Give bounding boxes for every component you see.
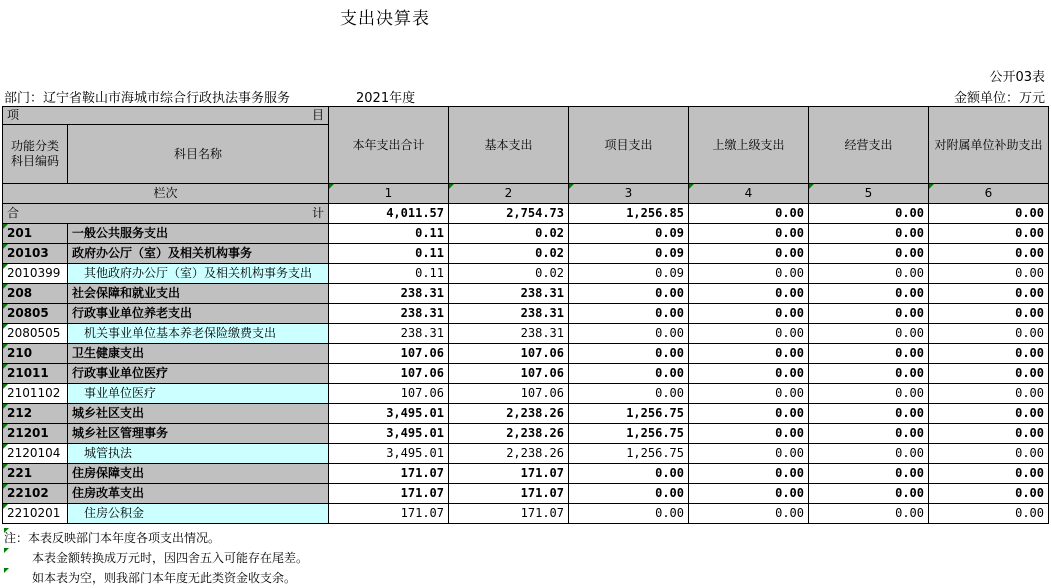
amount-cell[interactable]: 0.00 — [689, 424, 809, 444]
amount-cell[interactable]: 0.00 — [929, 344, 1049, 364]
subject-name[interactable]: 住房保障支出 — [68, 464, 329, 484]
amount-cell[interactable]: 0.11 — [329, 264, 449, 284]
table-row — [3, 264, 1049, 284]
amount-cell[interactable]: 0.00 — [809, 264, 929, 284]
amount-cell[interactable]: 107.06 — [329, 344, 449, 364]
fiscal-year: 2021年度 — [356, 91, 416, 106]
form-number: 公开03表 — [989, 70, 1045, 85]
lanci-label: 栏次 — [3, 184, 329, 204]
col-header-4: 上缴上级支出 — [689, 107, 809, 184]
amount-cell[interactable]: 107.06 — [449, 384, 569, 404]
note-line: 如本表为空，则我部门本年度无此类资金收支余。 — [4, 568, 308, 588]
amount-cell[interactable]: 0.11 — [329, 244, 449, 264]
table-row — [3, 504, 1049, 524]
subject-code[interactable]: 201 — [3, 224, 68, 244]
subject-name[interactable]: 住房改革支出 — [68, 484, 329, 504]
subject-code[interactable]: 20805 — [3, 304, 68, 324]
amount-cell[interactable]: 0.00 — [689, 504, 809, 524]
subject-name[interactable]: 社会保障和就业支出 — [68, 284, 329, 304]
col-number: 6 — [929, 184, 1049, 204]
total-value[interactable]: 1,256.85 — [569, 204, 689, 224]
amount-cell[interactable]: 238.31 — [329, 304, 449, 324]
amount-cell[interactable]: 238.31 — [449, 284, 569, 304]
table-row — [3, 304, 1049, 324]
amount-cell[interactable]: 3,495.01 — [329, 404, 449, 424]
amount-cell[interactable]: 0.00 — [569, 464, 689, 484]
amount-cell[interactable]: 0.00 — [689, 264, 809, 284]
amount-cell[interactable]: 0.00 — [809, 324, 929, 344]
amount-cell[interactable]: 0.09 — [569, 244, 689, 264]
amount-cell[interactable]: 107.06 — [449, 364, 569, 384]
amount-cell[interactable]: 0.00 — [689, 344, 809, 364]
subject-code[interactable]: 208 — [3, 284, 68, 304]
amount-cell[interactable]: 0.00 — [569, 344, 689, 364]
amount-cell[interactable]: 0.00 — [569, 304, 689, 324]
amount-cell[interactable]: 0.00 — [689, 384, 809, 404]
amount-cell[interactable]: 0.00 — [569, 384, 689, 404]
total-value[interactable]: 0.00 — [689, 204, 809, 224]
amount-cell[interactable]: 0.09 — [569, 264, 689, 284]
total-value[interactable]: 4,011.57 — [329, 204, 449, 224]
amount-cell[interactable]: 0.00 — [809, 384, 929, 404]
subject-name[interactable]: 城乡社区支出 — [68, 404, 329, 424]
amount-cell[interactable]: 0.00 — [569, 504, 689, 524]
amount-cell[interactable]: 0.00 — [689, 284, 809, 304]
amount-cell[interactable]: 0.02 — [449, 224, 569, 244]
col-number: 3 — [569, 184, 689, 204]
amount-cell[interactable]: 0.09 — [569, 224, 689, 244]
table-row — [3, 224, 1049, 244]
table-row — [3, 404, 1049, 424]
code-col-header: 功能分类科目编码 — [3, 125, 68, 184]
amount-cell[interactable]: 0.00 — [809, 344, 929, 364]
name-col-header: 科目名称 — [68, 125, 329, 184]
subject-code[interactable]: 212 — [3, 404, 68, 424]
amount-cell[interactable]: 238.31 — [449, 324, 569, 344]
amount-cell[interactable]: 0.00 — [689, 364, 809, 384]
amount-cell[interactable]: 2,238.26 — [449, 404, 569, 424]
table-row — [3, 284, 1049, 304]
amount-cell[interactable]: 3,495.01 — [329, 424, 449, 444]
amount-cell[interactable]: 0.00 — [929, 484, 1049, 504]
amount-cell[interactable]: 0.00 — [929, 364, 1049, 384]
amount-cell[interactable]: 171.07 — [449, 504, 569, 524]
amount-cell[interactable]: 0.00 — [929, 384, 1049, 404]
total-he: 合 — [7, 206, 20, 220]
subject-name[interactable]: 行政事业单位医疗 — [68, 364, 329, 384]
table-row — [3, 344, 1049, 364]
table-row — [3, 464, 1049, 484]
amount-cell[interactable]: 0.00 — [689, 224, 809, 244]
amount-cell[interactable]: 1,256.75 — [569, 424, 689, 444]
table-row — [3, 484, 1049, 504]
amount-cell[interactable]: 0.00 — [929, 444, 1049, 464]
amount-cell[interactable]: 0.00 — [689, 304, 809, 324]
amount-cell[interactable]: 0.00 — [569, 324, 689, 344]
mu-label: 目 — [311, 108, 324, 122]
subject-code[interactable]: 2080505 — [3, 324, 68, 344]
amount-cell[interactable]: 0.00 — [809, 464, 929, 484]
subject-name[interactable]: 一般公共服务支出 — [68, 224, 329, 244]
total-value[interactable]: 0.00 — [809, 204, 929, 224]
amount-cell[interactable]: 171.07 — [449, 484, 569, 504]
subject-name[interactable]: 其他政府办公厅（室）及相关机构事务支出 — [68, 264, 329, 284]
notes — [4, 528, 308, 588]
col-number: 5 — [809, 184, 929, 204]
table-row — [3, 424, 1049, 444]
subject-code[interactable]: 21201 — [3, 424, 68, 444]
amount-cell[interactable]: 0.00 — [929, 504, 1049, 524]
col-header-3: 项目支出 — [569, 107, 689, 184]
col-header-6: 对附属单位补助支出 — [929, 107, 1049, 184]
amount-cell[interactable]: 3,495.01 — [329, 444, 449, 464]
amount-cell[interactable]: 0.00 — [929, 404, 1049, 424]
subject-code[interactable]: 2010399 — [3, 264, 68, 284]
total-value[interactable]: 0.00 — [929, 204, 1049, 224]
subject-code[interactable]: 22102 — [3, 484, 68, 504]
amount-cell[interactable]: 171.07 — [329, 464, 449, 484]
amount-cell[interactable]: 238.31 — [449, 304, 569, 324]
page-title: 支出决算表 — [340, 9, 430, 29]
subject-code[interactable]: 221 — [3, 464, 68, 484]
total-label — [3, 204, 329, 224]
subject-code[interactable]: 2101102 — [3, 384, 68, 404]
amount-cell[interactable]: 0.02 — [449, 244, 569, 264]
amount-cell[interactable]: 171.07 — [329, 484, 449, 504]
amount-cell[interactable]: 171.07 — [449, 464, 569, 484]
amount-cell[interactable]: 0.00 — [569, 284, 689, 304]
subject-name[interactable]: 机关事业单位基本养老保险缴费支出 — [68, 324, 329, 344]
subject-code[interactable]: 21011 — [3, 364, 68, 384]
subject-name[interactable]: 城管执法 — [68, 444, 329, 464]
subject-code[interactable]: 2120104 — [3, 444, 68, 464]
xiang-mu-header — [3, 107, 329, 125]
amount-cell[interactable]: 2,238.26 — [449, 444, 569, 464]
amount-cell[interactable]: 0.00 — [689, 484, 809, 504]
table-row — [3, 444, 1049, 464]
amount-cell[interactable]: 0.02 — [449, 264, 569, 284]
total-row — [3, 204, 1049, 224]
col-number: 4 — [689, 184, 809, 204]
table-row — [3, 384, 1049, 404]
amount-cell[interactable]: 0.00 — [809, 424, 929, 444]
col-header-2: 基本支出 — [449, 107, 569, 184]
amount-cell[interactable]: 0.00 — [929, 264, 1049, 284]
header-row-1 — [3, 107, 1049, 125]
amount-cell[interactable]: 0.00 — [809, 484, 929, 504]
amount-cell[interactable]: 0.00 — [569, 364, 689, 384]
subject-name[interactable]: 住房公积金 — [68, 504, 329, 524]
subject-name[interactable]: 卫生健康支出 — [68, 344, 329, 364]
total-value[interactable]: 2,754.73 — [449, 204, 569, 224]
amount-cell[interactable]: 171.07 — [329, 504, 449, 524]
expenditure-table — [2, 106, 1049, 524]
xiang-label: 项 — [7, 108, 20, 122]
note-line: 注：本表反映部门本年度各项支出情况。 — [4, 528, 308, 548]
amount-cell[interactable]: 0.00 — [929, 244, 1049, 264]
amount-cell[interactable]: 0.00 — [809, 404, 929, 424]
col-number: 2 — [449, 184, 569, 204]
subject-code[interactable]: 20103 — [3, 244, 68, 264]
amount-cell[interactable]: 0.00 — [929, 284, 1049, 304]
total-ji: 计 — [311, 206, 324, 220]
amount-cell[interactable]: 0.00 — [569, 484, 689, 504]
amount-cell[interactable]: 0.00 — [689, 244, 809, 264]
department-label: 部门：辽宁省鞍山市海城市综合行政执法事务服务 — [4, 91, 291, 106]
amount-cell[interactable]: 0.00 — [809, 504, 929, 524]
amount-cell[interactable]: 2,238.26 — [449, 424, 569, 444]
subject-name[interactable]: 事业单位医疗 — [68, 384, 329, 404]
amount-cell[interactable]: 0.00 — [809, 304, 929, 324]
subject-code[interactable]: 2210201 — [3, 504, 68, 524]
col-header-1: 本年支出合计 — [329, 107, 449, 184]
amount-cell[interactable]: 0.00 — [929, 304, 1049, 324]
table-row — [3, 244, 1049, 264]
amount-cell[interactable]: 0.00 — [809, 284, 929, 304]
amount-cell[interactable]: 0.00 — [689, 444, 809, 464]
amount-cell[interactable]: 0.00 — [809, 244, 929, 264]
amount-cell[interactable]: 107.06 — [449, 344, 569, 364]
amount-cell[interactable]: 0.00 — [929, 424, 1049, 444]
subject-name[interactable]: 行政事业单位养老支出 — [68, 304, 329, 324]
amount-cell[interactable]: 0.00 — [929, 464, 1049, 484]
amount-cell[interactable]: 0.00 — [929, 224, 1049, 244]
amount-cell[interactable]: 107.06 — [329, 364, 449, 384]
amount-cell[interactable]: 0.00 — [929, 324, 1049, 344]
lanci-row — [3, 184, 1049, 204]
amount-cell[interactable]: 0.11 — [329, 224, 449, 244]
col-header-5: 经营支出 — [809, 107, 929, 184]
note-line: 本表金额转换成万元时，因四舍五入可能存在尾差。 — [4, 548, 308, 568]
col-number: 1 — [329, 184, 449, 204]
amount-cell[interactable]: 0.00 — [809, 364, 929, 384]
amount-cell[interactable]: 1,256.75 — [569, 444, 689, 464]
table-row — [3, 324, 1049, 344]
amount-cell[interactable]: 238.31 — [329, 324, 449, 344]
amount-cell[interactable]: 238.31 — [329, 284, 449, 304]
amount-unit: 金额单位：万元 — [953, 91, 1045, 106]
amount-cell[interactable]: 0.00 — [689, 324, 809, 344]
amount-cell[interactable]: 1,256.75 — [569, 404, 689, 424]
amount-cell[interactable]: 0.00 — [809, 444, 929, 464]
amount-cell[interactable]: 107.06 — [329, 384, 449, 404]
subject-name[interactable]: 城乡社区管理事务 — [68, 424, 329, 444]
amount-cell[interactable]: 0.00 — [809, 224, 929, 244]
amount-cell[interactable]: 0.00 — [689, 404, 809, 424]
subject-name[interactable]: 政府办公厅（室）及相关机构事务 — [68, 244, 329, 264]
table-row — [3, 364, 1049, 384]
amount-cell[interactable]: 0.00 — [689, 464, 809, 484]
subject-code[interactable]: 210 — [3, 344, 68, 364]
